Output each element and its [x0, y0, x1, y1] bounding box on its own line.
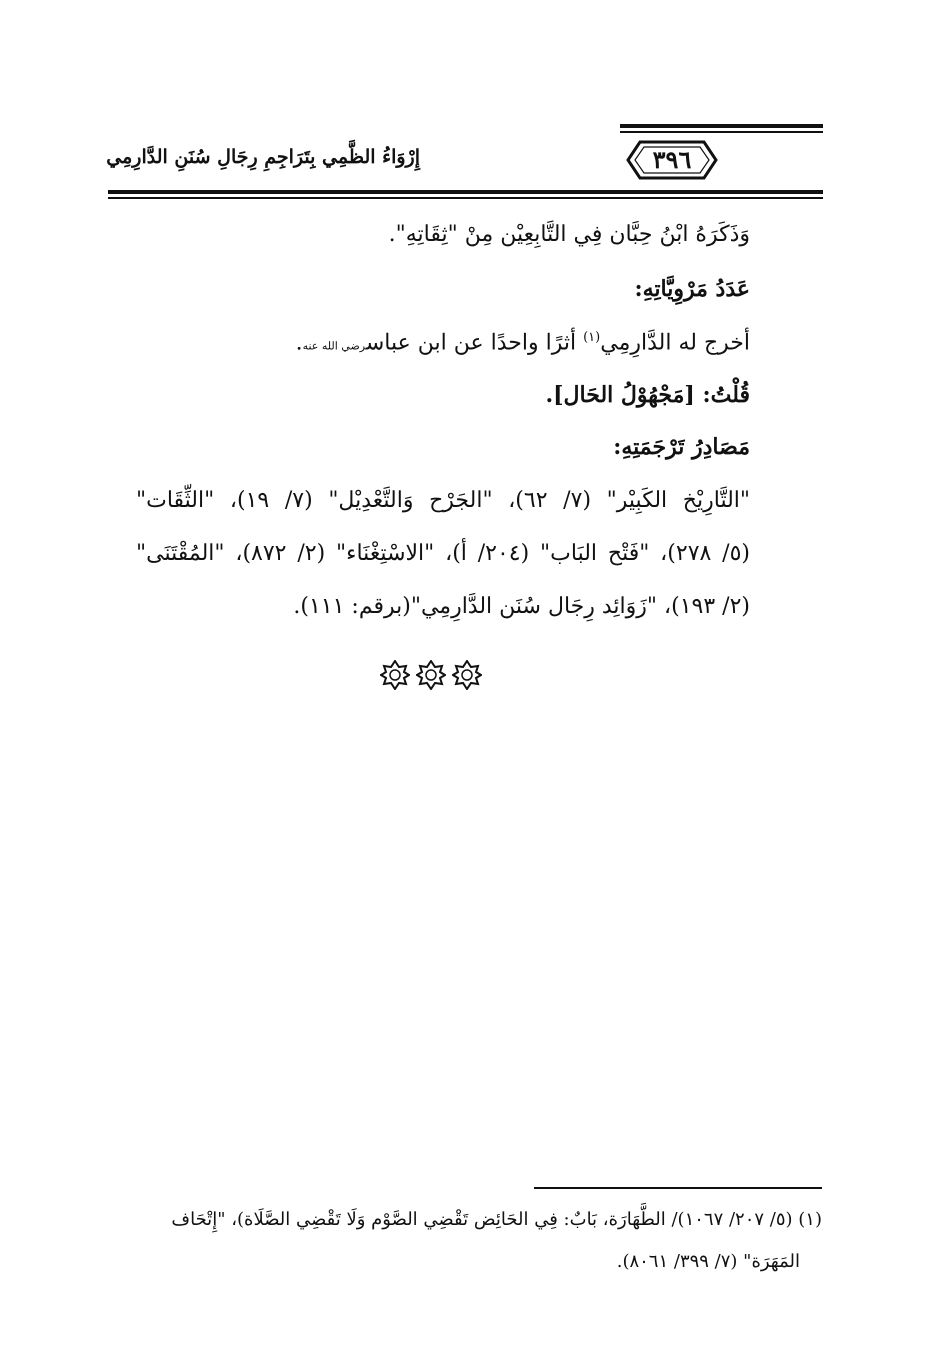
footnote-separator [534, 1187, 822, 1189]
running-header-title: إِرْوَاءُ الظَّمِي بِتَرَاجِمِ رِجَالِ سُنَنِ الدَّارِمِي [106, 146, 420, 168]
star-ornament-icon [380, 660, 410, 690]
footnote-reference: (١) [583, 330, 601, 345]
verdict-line [450, 382, 750, 408]
heading-narrations: عَدَدُ مَرْوِيَّاتِهِ: [634, 276, 750, 302]
header-rule-top [620, 124, 823, 128]
narration-text: أخرج له الدَّارِمِي [600, 330, 750, 356]
body-line-narration [280, 330, 750, 355]
header-rule-bottom [108, 190, 823, 194]
header-rule-bottom-thin [108, 197, 823, 199]
section-end-ornament [380, 660, 482, 692]
star-ornament-icon [416, 660, 446, 690]
heading-sources: مَصَادِرُ تَرْجَمَتِهِ: [613, 434, 750, 460]
page-number-badge [626, 139, 718, 181]
verdict-label: قُلْتُ: [694, 382, 750, 408]
narration-end: . [295, 330, 303, 356]
honorific-glyph: رضي الله عنه [302, 339, 366, 353]
sources-line-2: (٥/ ٢٧٨)، "فَتْح البَاب" (٢٠٤/ أ)، "الاسْتِغْنَاء" (٢/ ٨٧٢)، "المُقْتَنَى" [136, 541, 751, 566]
footnote-line-2: المَهَرَة" (٧/ ٣٩٩/ ٨٠٦١). [616, 1251, 800, 1272]
body-line-ibn-hibban: وَذَكَرَهُ ابْنُ حِبَّان فِي التَّابِعِيْن مِنْ "ثِقَاتِهِ". [388, 222, 750, 247]
header-rule-top-thin [620, 131, 823, 133]
footnote-line-1: (١) (٥/ ٢٠٧/ ١٠٦٧)/ الطَّهَارَة، بَابٌ: فِي الحَائِض تَقْضِي الصَّوْم وَلَا تَقْضِي الصَّلَاة)، "إِتْحَاف [171, 1209, 822, 1230]
verdict-value: [مَجْهُوْلُ الحَال]. [545, 382, 695, 408]
star-ornament-icon [452, 660, 482, 690]
sources-line-3: (٢/ ١٩٣)، "زَوَائِد رِجَال سُنَن الدَّارِمِي"(برقم: ١١١). [293, 594, 750, 619]
narration-text-after: أثرًا واحدًا عن ابن عباس [365, 330, 584, 356]
page-number: ٣٩٦ [652, 145, 692, 174]
sources-line-1: "التَّارِيْخ الكَبِيْر" (٧/ ٦٢)، "الجَرْح وَالتَّعْدِيْل" (٧/ ١٩)، "الثِّقَات" [136, 488, 751, 513]
